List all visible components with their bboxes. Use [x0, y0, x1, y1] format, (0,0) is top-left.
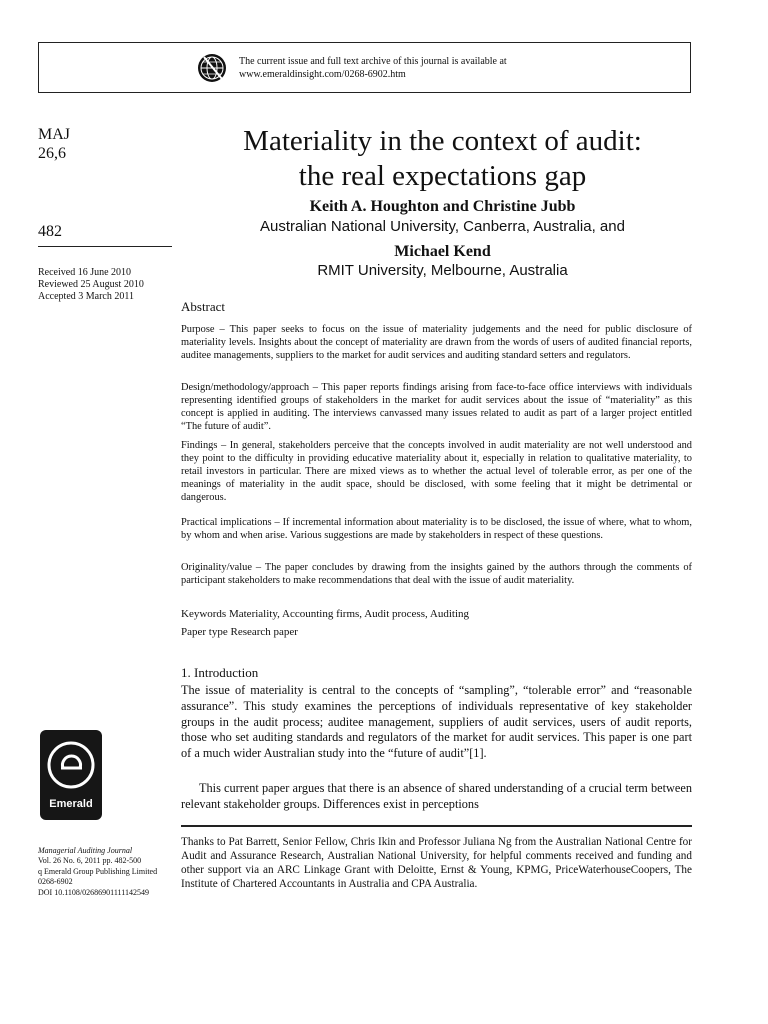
keywords: Keywords Materiality, Accounting firms, Audit process, Auditing: [181, 608, 469, 620]
banner-line-1: The current issue and full text archive of this journal is available at: [239, 56, 507, 67]
publication-info: [38, 846, 170, 898]
banner-text: [239, 55, 679, 81]
pub-copyright: q Emerald Group Publishing Limited 0268-6902: [38, 866, 158, 887]
introduction-paragraph-1: The issue of materiality is central to the concepts of “sampling”, “tolerable error” and “reasonable assurance”. This study examines the perceptions of individuals representative of key stakeholder groups in the audit process; auditee management, suppliers of audit services, users of audit reports, those who set auditing standards and regulators of the market for audit services. This paper is one part of a much wider Australian study into the “future of audit”[1].: [181, 683, 692, 761]
affiliation-1: Australian National University, Canberra, Australia, and: [260, 218, 625, 235]
pub-doi: DOI 10.1108/02686901111142549: [38, 887, 149, 897]
affiliation-2: RMIT University, Melbourne, Australia: [317, 262, 568, 279]
paper-title: [175, 124, 710, 194]
title-line-1: Materiality in the context of audit:: [243, 125, 642, 157]
abstract-findings: Findings – In general, stakeholders perceive that the concepts involved in audit materiality are not well understood and they point to the difficulty in providing educative materiality about it, especially in relation to qualitative materiality, to retail investors in particular. There are mixed views as to whether the actual level of tolerable error, as per one of the meanings of materiality in the audit space, should be disclosed, with some feeling that it might be detrimental or dangerous.: [181, 440, 692, 504]
introduction-paragraph-2: This current paper argues that there is an absence of shared understanding of a crucial term between relevant stakeholder groups. Differences exist in perceptions: [181, 781, 692, 811]
footnote-divider: [181, 825, 692, 827]
globe-icon: [197, 53, 227, 83]
pub-volume: Vol. 26 No. 6, 2011 pp. 482-500: [38, 856, 142, 866]
emerald-wordmark: Emerald: [49, 798, 93, 810]
abstract-purpose: Purpose – This paper seeks to focus on the issue of materiality judgements and the need for public disclosure of materiality levels. Insights about the concept of materiality are drawn from the words of users of audited financial reports, auditee managements, suppliers to the market for audit services and auditing standard setters and regulators.: [181, 324, 692, 362]
accepted-date: Accepted 3 March 2011: [38, 291, 134, 302]
abstract-originality: Originality/value – The paper concludes by drawing from the insights gained by the authors through the comments of participant stakeholders to make recommendations that deal with the issue of audit materiality.: [181, 562, 692, 587]
emerald-logo: [40, 730, 102, 820]
author-group-1: Keith A. Houghton and Christine Jubb: [309, 198, 576, 215]
abstract-heading: Abstract: [181, 299, 226, 314]
title-line-2: the real expectations gap: [298, 160, 587, 192]
pub-journal: Managerial Auditing Journal: [38, 846, 133, 855]
margin-divider: [38, 246, 172, 247]
journal-archive-banner: [38, 42, 691, 93]
paper-type: Paper type Research paper: [181, 626, 298, 638]
journal-abbreviation: [38, 125, 70, 163]
introduction-heading: 1. Introduction: [181, 665, 259, 680]
acknowledgement-footnote: Thanks to Pat Barrett, Senior Fellow, Chris Ikin and Professor Juliana Ng from the Australian National Centre for Audit and Assurance Research, Australian National University, for helpful comments received and funding and other support via an ARC Linkage Grant with Deloitte, Ernst & Young, KPMG, PriceWaterhouseCoopers, The Institute of Chartered Accountants in Australia and CPA Australia.: [181, 836, 692, 890]
received-date: Received 16 June 2010: [38, 267, 132, 278]
abstract-design: Design/methodology/approach – This paper reports findings arising from face-to-face office interviews with individuals representing identified groups of stakeholders in the market for audit services about the issue of “materiality” as this concept is applied in auditing. The interviews canvassed many issues related to audit as part of a larger project entitled “The future of audit”.: [181, 382, 692, 433]
submission-dates: [38, 267, 144, 303]
author-group-2: Michael Kend: [394, 243, 491, 260]
reviewed-date: Reviewed 25 August 2010: [38, 279, 144, 290]
page-number: 482: [38, 223, 62, 240]
banner-url[interactable]: www.emeraldinsight.com/0268-6902.htm: [239, 69, 406, 80]
emerald-e-icon: [40, 730, 102, 798]
abstract-practical-implications: Practical implications – If incremental information about materiality is to be disclosed, the issue of where, what to whom, by whom and when arise. Various suggestions are made by stakeholders in respect of these questions.: [181, 517, 692, 542]
journal-abbrev-text: MAJ: [38, 126, 71, 143]
volume-issue: 26,6: [38, 145, 66, 162]
